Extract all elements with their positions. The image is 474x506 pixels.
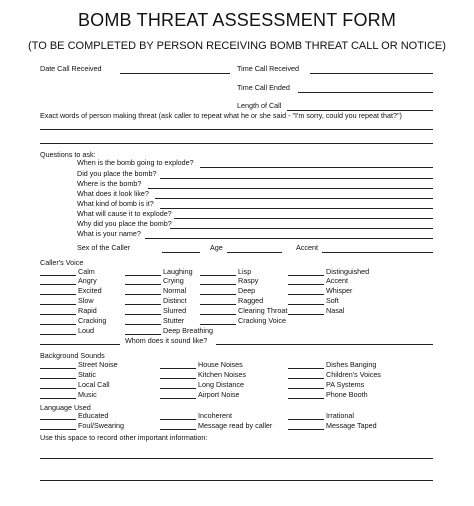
voice-option-raspy: Raspy [238,276,259,285]
other-info-label: Use this space to record other important information: [40,433,208,442]
language-option-foul-swearing: Foul/Swearing [78,421,124,430]
background-checkbox-long-distance[interactable] [160,388,196,389]
voice-checkbox-cracking-voice[interactable] [200,324,236,325]
answer-line-7[interactable] [170,228,433,229]
voice-checkbox-lisp[interactable] [200,275,236,276]
voice-checkbox-distinct[interactable] [125,304,161,305]
question-2: Did you place the bomb? [77,169,157,178]
question-3: Where is the bomb? [77,179,142,188]
voice-option-lisp: Lisp [238,267,252,276]
voice-option-accent: Accent [326,276,348,285]
background-option-music: Music [78,390,97,399]
question-5: What kind of bomb is it? [77,199,154,208]
date-call-received-field[interactable] [120,73,230,74]
time-call-ended-field[interactable] [298,92,433,93]
background-option-local-call: Local Call [78,380,110,389]
voice-option-crying: Crying [163,276,184,285]
time-call-ended-label: Time Call Ended [237,83,290,92]
background-checkbox-phone-booth[interactable] [288,398,324,399]
question-1: When is the bomb going to explode? [77,158,194,167]
language-checkbox-message-taped[interactable] [288,429,324,430]
answer-line-8[interactable] [145,238,433,239]
voice-option-cracking: Cracking [78,316,107,325]
background-option-phone-booth: Phone Booth [326,390,368,399]
sex-of-caller-field[interactable] [162,252,200,253]
voice-checkbox-soft[interactable] [288,304,324,305]
voice-option-rapid: Rapid [78,306,97,315]
background-checkbox-kitchen-noises[interactable] [160,378,196,379]
voice-checkbox-cracking[interactable] [40,324,76,325]
language-checkbox-foul-swearing[interactable] [40,429,76,430]
voice-checkbox-slurred[interactable] [125,314,161,315]
voice-checkbox-clearing-throat[interactable] [200,314,236,315]
language-option-irrational: Irrational [326,411,354,420]
voice-option-calm: Calm [78,267,95,276]
background-checkbox-airport-noise[interactable] [160,398,196,399]
answer-line-6[interactable] [174,218,433,219]
background-option-airport-noise: Airport Noise [198,390,240,399]
voice-checkbox-raspy[interactable] [200,284,236,285]
voice-checkbox-stutter[interactable] [125,324,161,325]
voice-option-deep-breathing: Deep Breathing [163,326,213,335]
voice-option-slow: Slow [78,296,94,305]
form-title: BOMB THREAT ASSESSMENT FORM [77,10,397,30]
exact-words-label: Exact words of person making threat (ask caller to repeat what he or she said - "I'm sorry, could you repeat that?") [40,111,402,120]
voice-checkbox-deep-breathing[interactable] [125,334,161,335]
voice-option-angry: Angry [78,276,97,285]
language-option-incoherent: Incoherent [198,411,232,420]
voice-checkbox-ragged[interactable] [200,304,236,305]
whom-sound-like-field[interactable] [216,344,433,345]
background-option-long-distance: Long Distance [198,380,244,389]
accent-label: Accent [296,243,318,252]
question-6: What will cause it to explode? [77,209,172,218]
voice-checkbox-nasal[interactable] [288,314,324,315]
voice-option-ragged: Ragged [238,296,264,305]
callers-voice-heading: Caller's Voice [40,258,84,267]
voice-option-distinguished: Distinguished [326,267,370,276]
background-option-childrens-voices: Children's Voices [326,370,381,379]
voice-checkbox-rapid[interactable] [40,314,76,315]
date-call-received-label: Date Call Received [40,64,102,73]
voice-checkbox-excited[interactable] [40,294,76,295]
voice-checkbox-loud[interactable] [40,334,76,335]
language-option-message-taped: Message Taped [326,421,377,430]
voice-option-clearing-throat: Clearing Throat [238,306,288,315]
language-checkbox-irrational[interactable] [288,419,324,420]
other-info-line-1[interactable] [40,458,433,459]
voice-checkbox-accent[interactable] [288,284,324,285]
voice-option-distinct: Distinct [163,296,187,305]
background-checkbox-childrens-voices[interactable] [288,378,324,379]
background-option-house-noises: House Noises [198,360,243,369]
voice-checkbox-deep[interactable] [200,294,236,295]
voice-option-soft: Soft [326,296,339,305]
voice-checkbox-crying[interactable] [125,284,161,285]
language-checkbox-educated[interactable] [40,419,76,420]
voice-option-stutter: Stutter [163,316,185,325]
question-4: What does it look like? [77,189,149,198]
age-label: Age [210,243,223,252]
whom-checkbox[interactable] [40,344,120,345]
language-option-message-read: Message read by caller [198,421,273,430]
background-checkbox-static[interactable] [40,378,76,379]
other-info-line-2[interactable] [40,480,433,481]
background-option-pa-systems: PA Systems [326,380,365,389]
background-option-street-noise: Street Noise [78,360,118,369]
background-checkbox-dishes-banging[interactable] [288,368,324,369]
voice-option-slurred: Slurred [163,306,187,315]
language-checkbox-incoherent[interactable] [160,419,196,420]
voice-checkbox-normal[interactable] [125,294,161,295]
voice-checkbox-calm[interactable] [40,275,76,276]
questions-heading: Questions to ask: [40,150,96,159]
background-checkbox-house-noises[interactable] [160,368,196,369]
background-option-static: Static [78,370,96,379]
voice-checkbox-distinguished[interactable] [288,275,324,276]
background-checkbox-street-noise[interactable] [40,368,76,369]
exact-words-line-1[interactable] [40,129,433,130]
voice-option-whisper: Whisper [326,286,353,295]
answer-line-3[interactable] [148,188,433,189]
exact-words-line-2[interactable] [40,143,433,144]
answer-line-2[interactable] [160,178,433,179]
answer-line-5[interactable] [160,208,433,209]
voice-option-laughing: Laughing [163,267,193,276]
voice-option-loud: Loud [78,326,94,335]
time-call-received-field[interactable] [310,73,433,74]
voice-checkbox-whisper[interactable] [288,294,324,295]
voice-option-deep: Deep [238,286,256,295]
background-checkbox-local-call[interactable] [40,388,76,389]
answer-line-4[interactable] [155,198,433,199]
background-option-dishes-banging: Dishes Banging [326,360,377,369]
language-used-heading: Language Used [40,403,91,412]
voice-checkbox-angry[interactable] [40,284,76,285]
accent-field[interactable] [322,252,433,253]
voice-option-normal: Normal [163,286,187,295]
language-checkbox-message-read[interactable] [160,429,196,430]
question-7: Why did you place the bomb? [77,219,172,228]
whom-sound-like-label: Whom does it sound like? [125,336,208,345]
voice-option-excited: Excited [78,286,102,295]
background-sounds-heading: Background Sounds [40,351,105,360]
voice-checkbox-slow[interactable] [40,304,76,305]
length-of-call-label: Length of Call [237,101,282,110]
background-checkbox-music[interactable] [40,398,76,399]
age-field[interactable] [227,252,282,253]
question-8: What is your name? [77,229,141,238]
background-checkbox-pa-systems[interactable] [288,388,324,389]
voice-option-nasal: Nasal [326,306,345,315]
time-call-received-label: Time Call Received [237,64,300,73]
voice-option-cracking-voice: Cracking Voice [238,316,286,325]
form-subtitle: (TO BE COMPLETED BY PERSON RECEIVING BOMB THREAT CALL OR NOTICE) [28,40,446,52]
background-option-kitchen-noises: Kitchen Noises [198,370,246,379]
voice-checkbox-laughing[interactable] [125,275,161,276]
answer-line-1[interactable] [200,167,433,168]
language-option-educated: Educated [78,411,109,420]
sex-of-caller-label: Sex of the Caller [77,243,131,252]
